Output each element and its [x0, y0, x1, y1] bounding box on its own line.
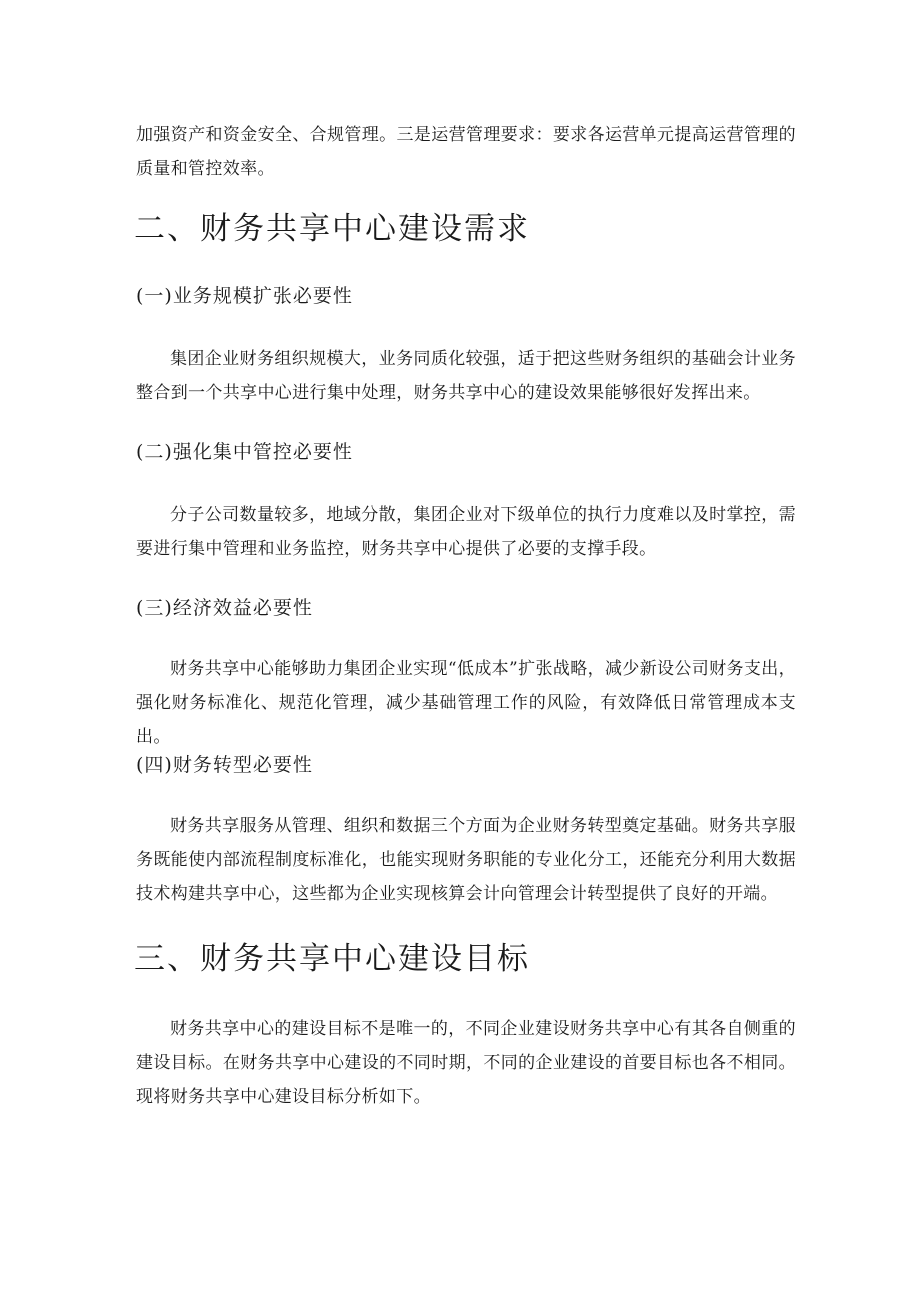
intro-paragraph: 加强资产和资金安全、合规管理。三是运营管理要求：要求各运营单元提高运营管理的质量和管控效率。 — [136, 125, 796, 179]
section-3-paragraph: 财务共享中心的建设目标不是唯一的，不同企业建设财务共享中心有其各自侧重的建设目标。在财务共享中心建设的不同时期，不同的企业建设的首要目标也各不相同。现将财务共享中心建设目标分析如下。 — [136, 1019, 796, 1107]
subsection-4-heading: (四)财务转型必要性 — [136, 754, 313, 776]
subsection-2-heading: (二)强化集中管控必要性 — [136, 441, 353, 463]
subsection-4-paragraph: 财务共享服务从管理、组织和数据三个方面为企业财务转型奠定基础。财务共享服务既能使内部流程制度标准化，也能实现财务职能的专业化分工，还能充分利用大数据技术构建共享中心，这些都为企业实现核算会计向管理会计转型提供了良好的开端。 — [136, 816, 796, 904]
subsection-1-paragraph: 集团企业财务组织规模大，业务同质化较强，适于把这些财务组织的基础会计业务整合到一个共享中心进行集中处理，财务共享中心的建设效果能够很好发挥出来。 — [136, 349, 796, 403]
section-2-heading: 二、财务共享中心建设需求 — [134, 211, 530, 247]
subsection-1-heading: (一)业务规模扩张必要性 — [136, 285, 353, 307]
subsection-3-paragraph: 财务共享中心能够助力集团企业实现“低成本”扩张战略，减少新设公司财务支出，强化财务标准化、规范化管理，减少基础管理工作的风险，有效降低日常管理成本支出。 — [136, 659, 796, 747]
subsection-3-heading: (三)经济效益必要性 — [136, 597, 313, 619]
subsection-2-paragraph: 分子公司数量较多，地域分散，集团企业对下级单位的执行力度难以及时掌控，需要进行集中管理和业务监控，财务共享中心提供了必要的支撑手段。 — [136, 505, 796, 559]
section-3-heading: 三、财务共享中心建设目标 — [134, 941, 530, 977]
